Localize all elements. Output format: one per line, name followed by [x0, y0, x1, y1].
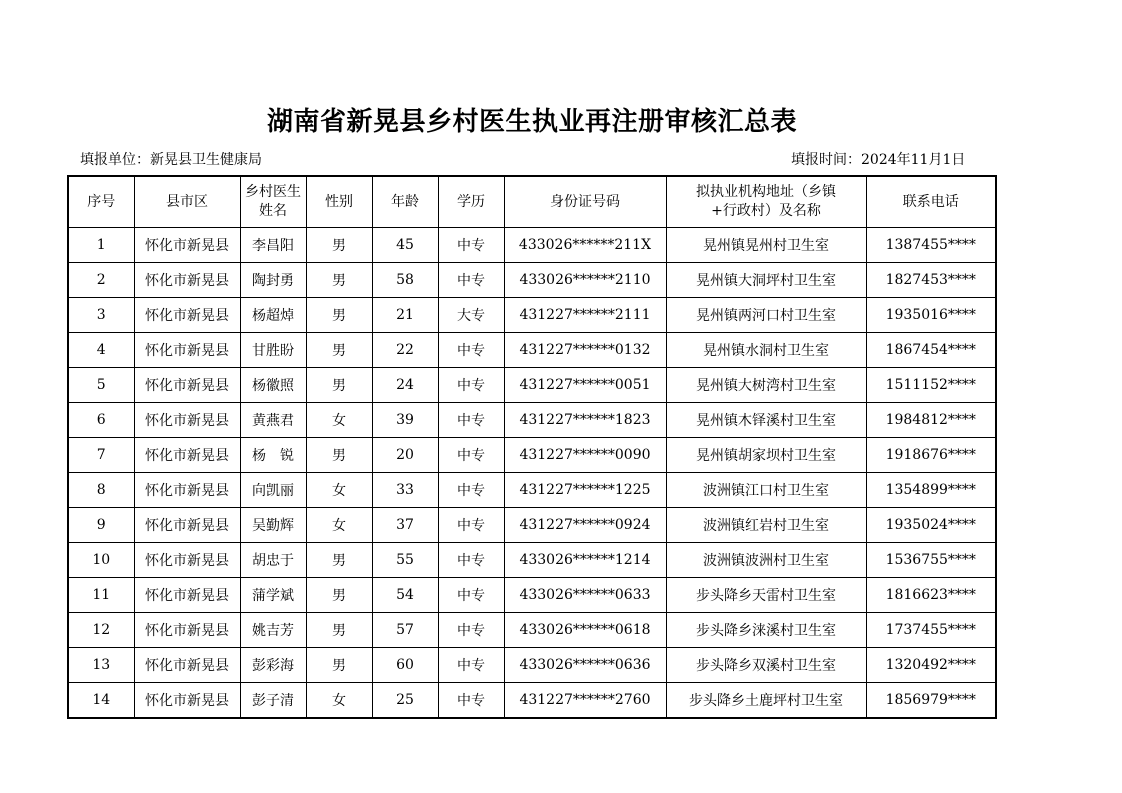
cell-index: 8 [68, 473, 134, 508]
cell-education: 中专 [438, 263, 504, 298]
cell-phone: 1354899**** [866, 473, 996, 508]
cell-doctor-name: 杨超焯 [240, 298, 306, 333]
table-row [68, 508, 996, 543]
cell-phone: 1816623**** [866, 578, 996, 613]
cell-institution: 波洲镇江口村卫生室 [666, 473, 866, 508]
cell-age: 55 [372, 543, 438, 578]
cell-doctor-name: 彭子清 [240, 683, 306, 719]
cell-doctor-name: 李昌阳 [240, 228, 306, 263]
cell-education: 中专 [438, 543, 504, 578]
cell-age: 24 [372, 368, 438, 403]
cell-phone: 1511152**** [866, 368, 996, 403]
cell-gender: 女 [306, 403, 372, 438]
cell-id-number: 431227******1823 [504, 403, 666, 438]
cell-gender: 男 [306, 613, 372, 648]
cell-index: 11 [68, 578, 134, 613]
cell-county: 怀化市新晃县 [134, 648, 240, 683]
cell-doctor-name: 杨 锐 [240, 438, 306, 473]
cell-index: 9 [68, 508, 134, 543]
cell-index: 6 [68, 403, 134, 438]
cell-index: 7 [68, 438, 134, 473]
table-row [68, 263, 996, 298]
table-row [68, 473, 996, 508]
cell-gender: 男 [306, 298, 372, 333]
cell-age: 57 [372, 613, 438, 648]
cell-id-number: 433026******0618 [504, 613, 666, 648]
cell-institution: 步头降乡天雷村卫生室 [666, 578, 866, 613]
cell-age: 25 [372, 683, 438, 719]
cell-institution: 波洲镇波洲村卫生室 [666, 543, 866, 578]
cell-gender: 男 [306, 263, 372, 298]
reporting-unit: 填报单位：新晃县卫生健康局 [80, 152, 262, 168]
cell-institution: 步头降乡涞溪村卫生室 [666, 613, 866, 648]
cell-phone: 1918676**** [866, 438, 996, 473]
cell-phone: 1827453**** [866, 263, 996, 298]
table-row [68, 403, 996, 438]
cell-education: 中专 [438, 333, 504, 368]
table-row [68, 228, 996, 263]
cell-gender: 女 [306, 473, 372, 508]
cell-index: 2 [68, 263, 134, 298]
cell-doctor-name: 胡忠于 [240, 543, 306, 578]
cell-phone: 1867454**** [866, 333, 996, 368]
cell-phone: 1984812**** [866, 403, 996, 438]
cell-id-number: 433026******2110 [504, 263, 666, 298]
header-education: 学历 [438, 176, 504, 228]
cell-age: 39 [372, 403, 438, 438]
cell-education: 中专 [438, 403, 504, 438]
cell-education: 中专 [438, 438, 504, 473]
cell-id-number: 431227******0924 [504, 508, 666, 543]
cell-id-number: 431227******0090 [504, 438, 666, 473]
table-row [68, 578, 996, 613]
header-county: 县市区 [134, 176, 240, 228]
cell-gender: 女 [306, 508, 372, 543]
cell-county: 怀化市新晃县 [134, 613, 240, 648]
header-age: 年龄 [372, 176, 438, 228]
cell-index: 10 [68, 543, 134, 578]
table-row [68, 613, 996, 648]
table-body [68, 228, 996, 719]
cell-index: 4 [68, 333, 134, 368]
cell-index: 3 [68, 298, 134, 333]
cell-county: 怀化市新晃县 [134, 578, 240, 613]
cell-id-number: 433026******0633 [504, 578, 666, 613]
cell-id-number: 431227******0051 [504, 368, 666, 403]
cell-gender: 男 [306, 648, 372, 683]
cell-education: 中专 [438, 683, 504, 719]
cell-index: 1 [68, 228, 134, 263]
cell-phone: 1737455**** [866, 613, 996, 648]
cell-age: 58 [372, 263, 438, 298]
cell-id-number: 431227******2760 [504, 683, 666, 719]
header-doctor-name [240, 176, 306, 228]
table-row [68, 368, 996, 403]
cell-phone: 1935016**** [866, 298, 996, 333]
cell-doctor-name: 杨徽照 [240, 368, 306, 403]
cell-gender: 男 [306, 543, 372, 578]
cell-age: 20 [372, 438, 438, 473]
header-institution [666, 176, 866, 228]
cell-phone: 1856979**** [866, 683, 996, 719]
header-gender: 性别 [306, 176, 372, 228]
cell-doctor-name: 向凯丽 [240, 473, 306, 508]
registration-table [67, 175, 997, 719]
cell-institution: 晃州镇木铎溪村卫生室 [666, 403, 866, 438]
cell-id-number: 433026******211X [504, 228, 666, 263]
cell-age: 33 [372, 473, 438, 508]
cell-gender: 女 [306, 683, 372, 719]
cell-doctor-name: 蒲学斌 [240, 578, 306, 613]
cell-county: 怀化市新晃县 [134, 298, 240, 333]
cell-education: 中专 [438, 368, 504, 403]
cell-id-number: 431227******1225 [504, 473, 666, 508]
cell-id-number: 431227******2111 [504, 298, 666, 333]
cell-institution: 晃州镇水洞村卫生室 [666, 333, 866, 368]
header-institution-text: 拟执业机构地址（乡镇+行政村）及名称 [696, 184, 836, 219]
cell-county: 怀化市新晃县 [134, 683, 240, 719]
cell-age: 21 [372, 298, 438, 333]
cell-doctor-name: 彭彩海 [240, 648, 306, 683]
cell-county: 怀化市新晃县 [134, 333, 240, 368]
cell-institution: 晃州镇两河口村卫生室 [666, 298, 866, 333]
cell-id-number: 433026******0636 [504, 648, 666, 683]
header-phone: 联系电话 [866, 176, 996, 228]
cell-age: 22 [372, 333, 438, 368]
cell-county: 怀化市新晃县 [134, 263, 240, 298]
cell-institution: 晃州镇晃州村卫生室 [666, 228, 866, 263]
cell-institution: 晃州镇大洞坪村卫生室 [666, 263, 866, 298]
cell-age: 60 [372, 648, 438, 683]
cell-gender: 男 [306, 368, 372, 403]
cell-institution: 步头降乡双溪村卫生室 [666, 648, 866, 683]
table-row [68, 333, 996, 368]
header-id-number: 身份证号码 [504, 176, 666, 228]
table-row [68, 543, 996, 578]
cell-id-number: 433026******1214 [504, 543, 666, 578]
reporting-date: 填报时间：2024年11月1日 [791, 152, 966, 168]
cell-phone: 1387455**** [866, 228, 996, 263]
cell-gender: 男 [306, 438, 372, 473]
cell-gender: 男 [306, 578, 372, 613]
cell-education: 中专 [438, 228, 504, 263]
cell-institution: 晃州镇胡家坝村卫生室 [666, 438, 866, 473]
cell-doctor-name: 陶封勇 [240, 263, 306, 298]
table-row [68, 648, 996, 683]
cell-id-number: 431227******0132 [504, 333, 666, 368]
cell-phone: 1536755**** [866, 543, 996, 578]
cell-education: 大专 [438, 298, 504, 333]
cell-index: 13 [68, 648, 134, 683]
cell-county: 怀化市新晃县 [134, 543, 240, 578]
cell-index: 14 [68, 683, 134, 719]
cell-county: 怀化市新晃县 [134, 368, 240, 403]
page-title: 湖南省新晃县乡村医生执业再注册审核汇总表 [266, 107, 797, 137]
cell-county: 怀化市新晃县 [134, 473, 240, 508]
cell-age: 45 [372, 228, 438, 263]
cell-county: 怀化市新晃县 [134, 438, 240, 473]
cell-education: 中专 [438, 613, 504, 648]
table-row [68, 298, 996, 333]
cell-education: 中专 [438, 473, 504, 508]
header-doctor-name-text: 乡村医生姓名 [245, 184, 301, 219]
cell-doctor-name: 姚吉芳 [240, 613, 306, 648]
cell-county: 怀化市新晃县 [134, 508, 240, 543]
table-row [68, 438, 996, 473]
cell-age: 54 [372, 578, 438, 613]
cell-doctor-name: 黄燕君 [240, 403, 306, 438]
cell-doctor-name: 吴勤辉 [240, 508, 306, 543]
cell-gender: 男 [306, 228, 372, 263]
cell-county: 怀化市新晃县 [134, 403, 240, 438]
cell-county: 怀化市新晃县 [134, 228, 240, 263]
cell-institution: 波洲镇红岩村卫生室 [666, 508, 866, 543]
cell-education: 中专 [438, 648, 504, 683]
cell-education: 中专 [438, 508, 504, 543]
table-row [68, 683, 996, 719]
cell-institution: 晃州镇大树湾村卫生室 [666, 368, 866, 403]
cell-index: 12 [68, 613, 134, 648]
cell-doctor-name: 甘胜盼 [240, 333, 306, 368]
cell-phone: 1320492**** [866, 648, 996, 683]
cell-gender: 男 [306, 333, 372, 368]
cell-index: 5 [68, 368, 134, 403]
header-row [68, 176, 996, 228]
header-index: 序号 [68, 176, 134, 228]
cell-phone: 1935024**** [866, 508, 996, 543]
cell-age: 37 [372, 508, 438, 543]
cell-education: 中专 [438, 578, 504, 613]
cell-institution: 步头降乡土鹿坪村卫生室 [666, 683, 866, 719]
